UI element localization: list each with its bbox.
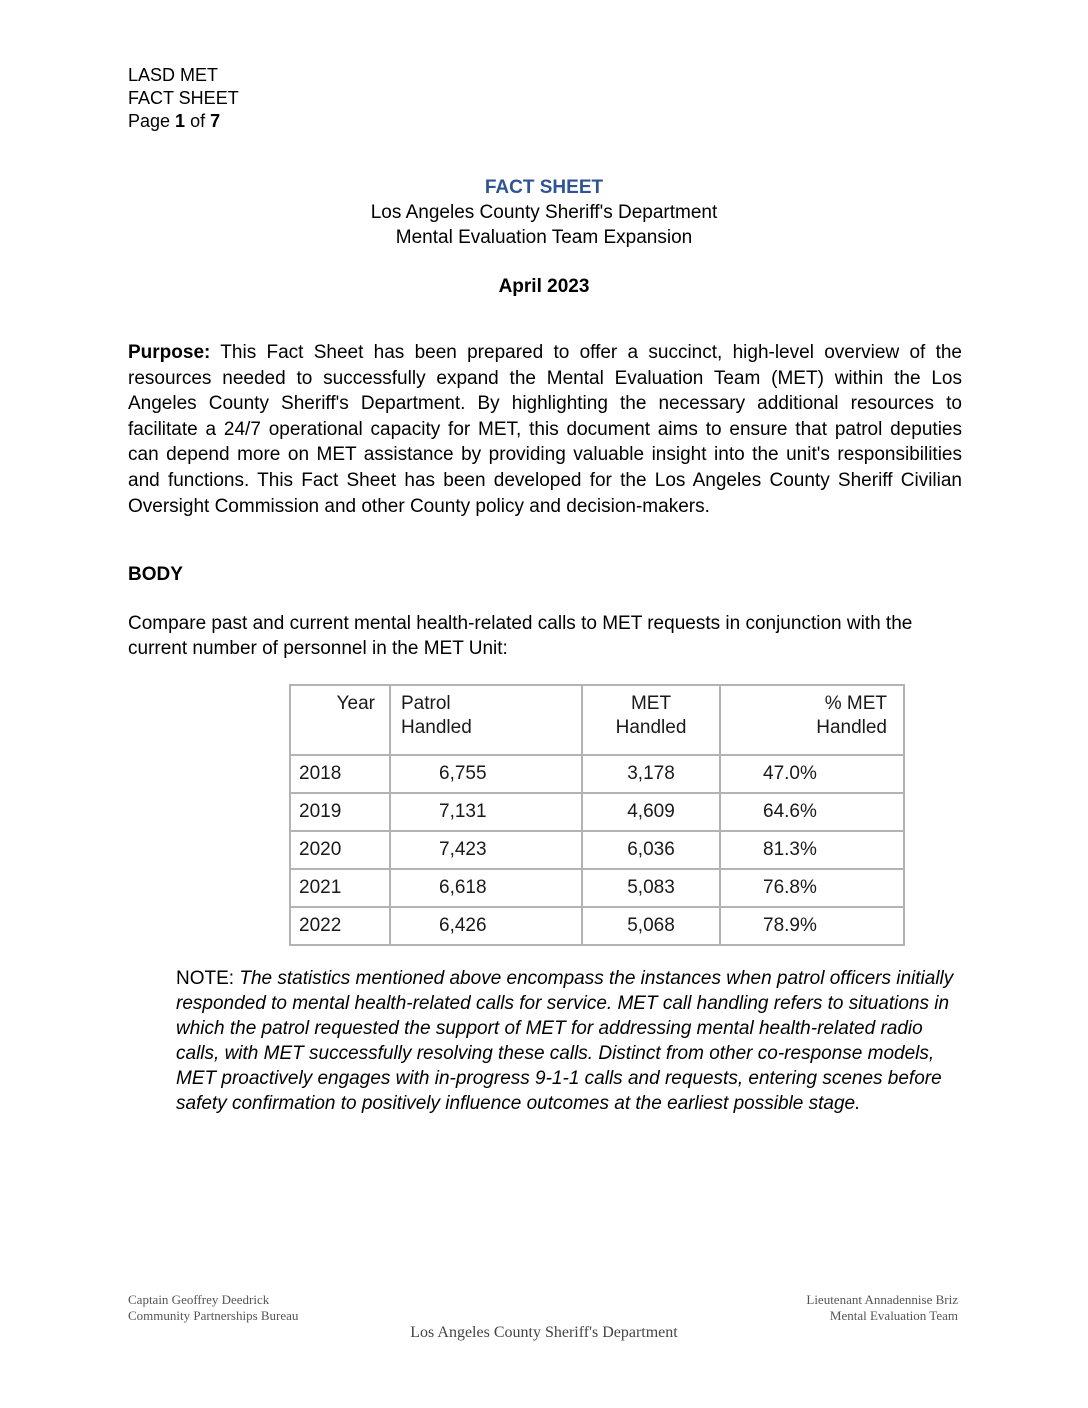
body-intro: Compare past and current mental health-related calls to MET requests in conjunction with the current number of personnel in the MET Unit: <box>128 613 913 659</box>
cell-year: 2022 <box>290 907 390 945</box>
department-name: Los Angeles County Sheriff's Department <box>370 202 718 223</box>
purpose-paragraph <box>128 340 962 519</box>
title-block <box>0 176 1088 298</box>
cell-met: 5,083 <box>582 869 720 907</box>
cell-patrol: 6,755 <box>390 755 582 793</box>
footer-right-signature <box>806 1292 958 1324</box>
cell-patrol: 6,618 <box>390 869 582 907</box>
footer-right-unit: Mental Evaluation Team <box>829 1308 958 1323</box>
cell-patrol: 7,131 <box>390 793 582 831</box>
footer-right-name: Lieutenant Annadennise Briz <box>806 1292 958 1307</box>
cell-pct: 76.8% <box>720 869 904 907</box>
col-header-met: MET Handled <box>582 685 720 755</box>
page-total: 7 <box>210 111 221 131</box>
footer-department: Los Angeles County Sheriff's Department <box>410 1324 678 1341</box>
col-header-patrol: Patrol Handled <box>390 685 582 755</box>
cell-patrol: 7,423 <box>390 831 582 869</box>
cell-pct: 81.3% <box>720 831 904 869</box>
header-unit: LASD MET <box>128 65 219 85</box>
cell-year: 2020 <box>290 831 390 869</box>
note-label: NOTE: <box>176 968 240 989</box>
statistics-table <box>289 684 905 946</box>
table-note <box>176 966 966 1116</box>
footer-left-signature <box>128 1292 298 1324</box>
page-header <box>128 64 239 133</box>
cell-pct: 64.6% <box>720 793 904 831</box>
footer-left-name: Captain Geoffrey Deedrick <box>128 1292 270 1307</box>
table-row <box>290 755 904 793</box>
footer-left-unit: Community Partnerships Bureau <box>128 1308 299 1323</box>
table-row <box>290 831 904 869</box>
purpose-text: This Fact Sheet has been prepared to offer a succinct, high-level overview of the resources needed to successfully expand the Mental Evaluation Team (MET) within the Los Angeles County Sheriff's Department. By highlighting the necessary additional resources to facilitate a 24/7 operational capacity for MET, this document aims to ensure that patrol deputies can depend more on MET assistance by providing valuable insight into the unit's responsibilities and functions. This Fact Sheet has been developed for the Los Angeles County Sheriff Civilian Oversight Commission and other County policy and decision-makers. <box>128 342 962 517</box>
cell-pct: 47.0% <box>720 755 904 793</box>
cell-met: 5,068 <box>582 907 720 945</box>
table-header-row <box>290 685 904 755</box>
table-row <box>290 907 904 945</box>
table-row <box>290 869 904 907</box>
cell-met: 3,178 <box>582 755 720 793</box>
cell-patrol: 6,426 <box>390 907 582 945</box>
page-number: Page 1 of 7 <box>128 111 221 131</box>
table-row <box>290 793 904 831</box>
col-header-year: Year <box>290 685 390 755</box>
purpose-label: Purpose: <box>128 342 211 363</box>
document-title: FACT SHEET <box>484 177 604 198</box>
header-doc-type: FACT SHEET <box>128 88 239 108</box>
note-text: The statistics mentioned above encompass the instances when patrol officers initially responded to mental health-related calls for service. MET call handling refers to situations in which the patrol requested the support of MET for addressing mental health-related radio calls, with MET successfully resolving these calls. Distinct from other co-response models, MET proactively engages with in-progress 9-1-1 calls and requests, entering scenes before safety confirmation to positively influence outcomes at the earliest possible stage. <box>176 968 954 1114</box>
cell-year: 2019 <box>290 793 390 831</box>
cell-pct: 78.9% <box>720 907 904 945</box>
document-subject: Mental Evaluation Team Expansion <box>395 227 693 248</box>
body-heading: BODY <box>128 564 183 585</box>
cell-year: 2018 <box>290 755 390 793</box>
col-header-pct-met: % MET Handled <box>720 685 904 755</box>
cell-met: 6,036 <box>582 831 720 869</box>
page-current: 1 <box>175 111 186 131</box>
cell-met: 4,609 <box>582 793 720 831</box>
cell-year: 2021 <box>290 869 390 907</box>
document-date: April 2023 <box>498 276 590 297</box>
